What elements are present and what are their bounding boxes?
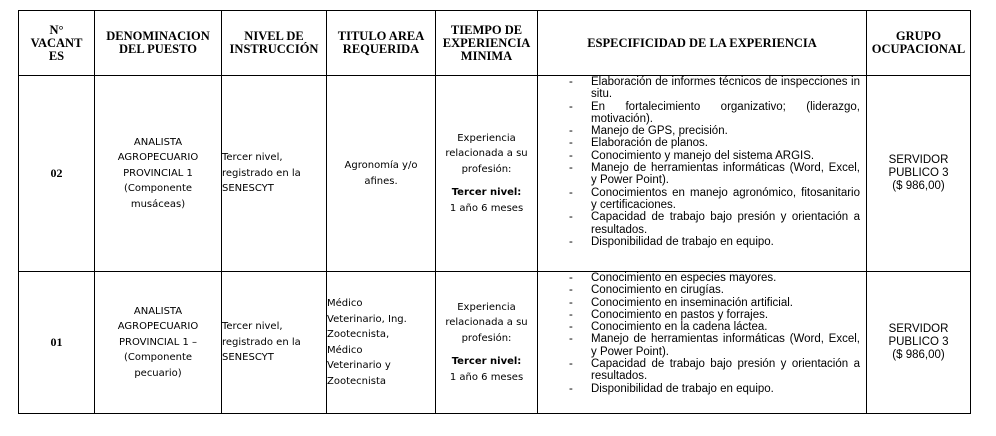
header-especificidad: ESPECIFICIDAD DE LA EXPERIENCIA — [538, 11, 867, 76]
list-item: - Capacidad de trabajo bajo presión y orientación a resultados. — [569, 211, 860, 236]
list-item: - Conocimiento en pastos y forrajes. — [569, 308, 769, 321]
header-nivel: NIVEL DE INSTRUCCIÓN — [222, 11, 327, 76]
vacantes-cell: 01 — [19, 272, 95, 414]
list-item: - Conocimiento y manejo del sistema ARGIS. — [569, 149, 815, 162]
list-item: - Conocimiento en especies mayores. — [569, 272, 777, 284]
header-denominacion: DENOMINACION DEL PUESTO — [95, 11, 222, 76]
header-tiempo: TIEMPO DE EXPERIENCIA MINIMA — [436, 11, 538, 76]
list-item: - En fortalecimiento organizativo; (liderazgo, motivación). — [569, 100, 860, 125]
tiempo-cell: Experiencia relacionada a su profesión: Tercer nivel: 1 año 6 meses — [436, 272, 538, 414]
grupo-cell: SERVIDOR PUBLICO 3 ($ 986,00) — [867, 76, 971, 272]
list-item: - Disponibilidad de trabajo en equipo. — [569, 235, 774, 248]
list-item: - Conocimiento en inseminación artificial. — [569, 296, 793, 309]
list-item: - Capacidad de trabajo bajo presión y orientación a resultados. — [569, 358, 860, 383]
nivel-cell: Tercer nivel, registrado en la SENESCYT — [222, 76, 327, 272]
especificidad-cell — [538, 76, 867, 272]
table-row — [19, 76, 971, 272]
list-item: - Manejo de herramientas informáticas (Word, Excel, y Power Point). — [569, 162, 860, 187]
tiempo-cell: Experiencia relacionada a su profesión: Tercer nivel: 1 año 6 meses — [436, 76, 538, 272]
list-item: - Conocimientos en manejo agronómico, fitosanitario y certificaciones. — [569, 186, 860, 211]
header-grupo: GRUPO OCUPACIONAL — [867, 11, 971, 76]
titulo-cell: Médico Veterinario, Ing. Zootecnista, Médico Veterinario y Zootecnista — [327, 272, 436, 414]
nivel-cell: Tercer nivel, registrado en la SENESCYT — [222, 272, 327, 414]
header-row — [19, 11, 971, 76]
list-item: - Manejo de herramientas informáticas (Word, Excel, y Power Point). — [569, 333, 860, 358]
header-titulo: TITULO AREA REQUERIDA — [327, 11, 436, 76]
puesto-cell: ANALISTA AGROPECUARIO PROVINCIAL 1 – (Componente pecuario) — [95, 272, 222, 414]
table-row — [19, 272, 971, 414]
grupo-cell: SERVIDOR PUBLICO 3 ($ 986,00) — [867, 272, 971, 414]
vacantes-cell: 02 — [19, 76, 95, 272]
list-item: - Conocimiento en la cadena láctea. — [569, 321, 768, 334]
puesto-cell: ANALISTA AGROPECUARIO PROVINCIAL 1 (Componente musáceas) — [95, 76, 222, 272]
vacancies-table — [18, 10, 971, 414]
titulo-cell: Agronomía y/o afines. — [327, 76, 436, 272]
list-item: - Conocimiento en cirugías. — [569, 284, 724, 297]
especificidad-list — [538, 272, 866, 395]
list-item: - Elaboración de planos. — [569, 137, 708, 150]
list-item: - Elaboración de informes técnicos de inspecciones in situ. — [569, 76, 860, 101]
list-item: - Manejo de GPS, precisión. — [569, 125, 728, 138]
header-vacantes: N° VACANT ES — [19, 11, 95, 76]
especificidad-list — [538, 76, 866, 248]
especificidad-cell — [538, 272, 867, 414]
list-item: - Disponibilidad de trabajo en equipo. — [569, 382, 774, 395]
